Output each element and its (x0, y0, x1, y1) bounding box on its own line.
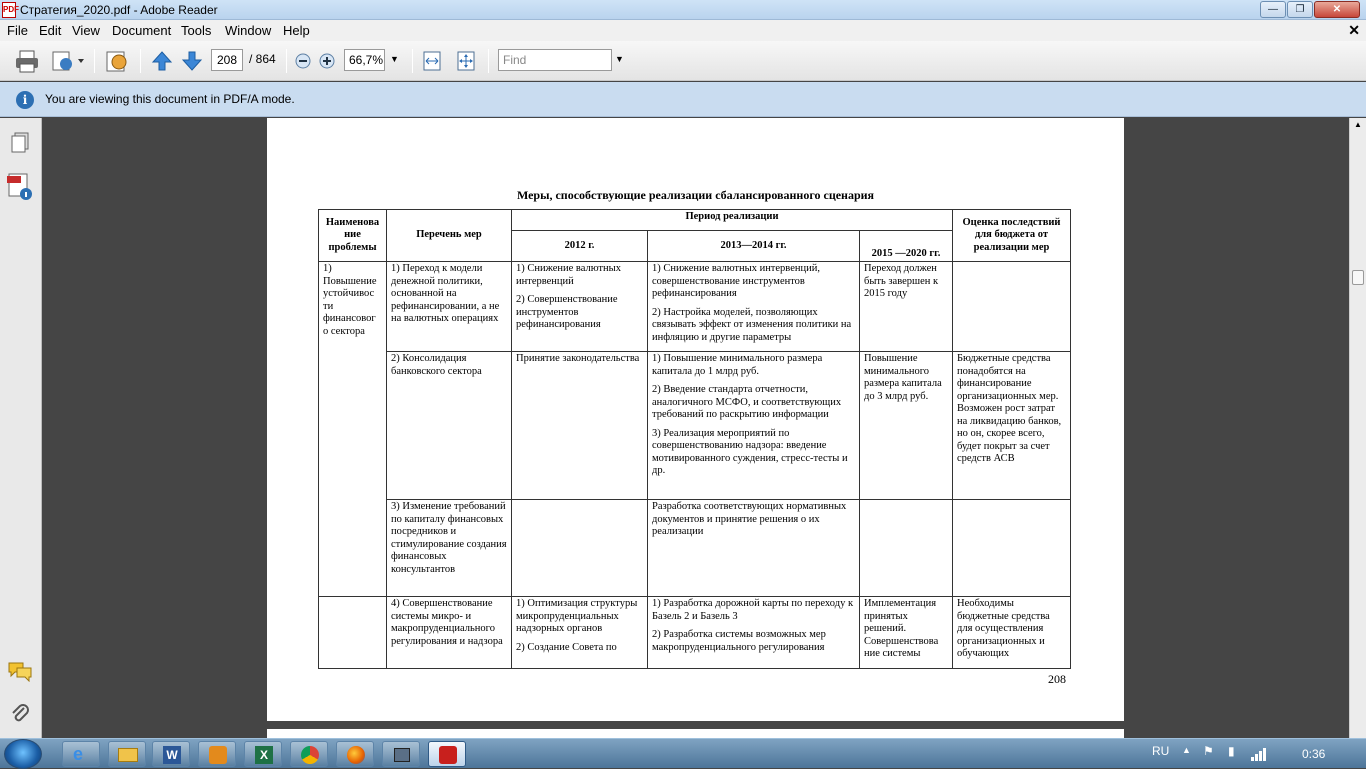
measure-cell: 2) Консолидация банковского сектора (387, 352, 512, 500)
fit-width-icon[interactable] (420, 49, 444, 73)
start-button[interactable] (4, 739, 42, 769)
header-problem: Наименова ние проблемы (319, 210, 387, 262)
menu-bar (0, 20, 1366, 41)
cell-budget: Бюджетные средства понадобятся на финансирование организационных мер. Возможен рост затрат на ликвидацию банков, но он, скорее всего, будет покрыт за счет средств АСВ (953, 352, 1071, 500)
toolbar (0, 41, 1366, 81)
word-taskbar-icon[interactable]: W (152, 741, 190, 767)
page-thumbnails-icon[interactable] (10, 132, 30, 154)
cell-2015-2020 (860, 500, 953, 597)
menu-edit[interactable]: Edit (39, 23, 62, 38)
table-row (319, 352, 1071, 500)
header-2012: 2012 г. (512, 231, 648, 262)
chrome-taskbar-icon[interactable] (290, 741, 328, 767)
attachments-icon[interactable] (9, 702, 31, 726)
header-2013-2014: 2013—2014 гг. (648, 231, 860, 262)
title-bar (0, 0, 1366, 20)
toolbar-separator (412, 49, 413, 73)
scroll-up-icon[interactable]: ▲ (1354, 120, 1362, 129)
pdf-page (267, 118, 1124, 721)
zoom-dropdown-icon[interactable]: ▼ (390, 54, 399, 64)
cell-budget (953, 500, 1071, 597)
menu-help[interactable]: Help (283, 23, 310, 38)
media-player-taskbar-icon[interactable] (198, 741, 236, 767)
cell-2012: 1) Оптимизация структуры микропруденциальных надзорных органов 2) Создание Совета по (512, 597, 648, 669)
close-document-icon[interactable]: ✕ (1348, 22, 1360, 38)
menu-view[interactable]: View (72, 23, 100, 38)
problem-cell: 1) Повышение устойчивос ти финансовог о сектора (319, 262, 387, 597)
pdfa-message: You are viewing this document in PDF/A mode. (45, 92, 295, 106)
cell-2012: Принятие законодательства (512, 352, 648, 500)
fit-page-icon[interactable] (454, 49, 478, 73)
comments-icon[interactable] (7, 660, 33, 682)
header-budget: Оценка последствий для бюджета от реализации мер (953, 210, 1071, 262)
explorer-taskbar-icon[interactable] (108, 741, 146, 767)
language-indicator[interactable]: RU (1152, 744, 1170, 758)
measure-cell: 4) Совершенствование системы микро- и макропруденциального регулирования и надзора (387, 597, 512, 669)
menu-document[interactable]: Document (112, 23, 172, 38)
menu-file[interactable]: File (7, 23, 28, 38)
table-row (319, 597, 1071, 669)
info-icon: i (16, 91, 34, 109)
header-2015-2020: 2015 —2020 гг. (860, 231, 953, 262)
network-signal-icon[interactable] (1250, 747, 1268, 761)
page-number-label: 208 (1048, 672, 1066, 686)
scroll-thumb[interactable] (1352, 270, 1364, 285)
cell-budget: Необходимы бюджетные средства для осуществления организационных и обучающих (953, 597, 1071, 669)
clock[interactable]: 0:36 (1302, 747, 1326, 761)
cell-2012 (512, 500, 648, 597)
find-dropdown-icon[interactable]: ▼ (615, 54, 624, 64)
header-period: Период реализации (512, 210, 953, 231)
table-header-row (319, 210, 1071, 231)
table-row (319, 500, 1071, 597)
cell-2013-2014: 1) Повышение минимального размера капитала до 1 млрд руб. 2) Введение стандарта отчетности, аналогичного МСФО, и соответствующих требований по раскрытию информации 3) Реализация мероприятий по совершенствованию надзора: введение мотивированного суждения, стресс-тесты и др. (648, 352, 860, 500)
document-properties-icon[interactable] (6, 172, 34, 202)
sign-icon[interactable] (104, 49, 130, 73)
menu-tools[interactable]: Tools (181, 23, 212, 38)
cell-2015-2020: Повышение минимального размера капитала до 3 млрд руб. (860, 352, 953, 500)
minimize-button[interactable]: — (1260, 1, 1286, 18)
tray-expand-icon[interactable]: ▲ (1182, 745, 1191, 755)
find-input[interactable]: Find (498, 49, 612, 71)
cell-2013-2014: 1) Разработка дорожной карты по переходу к Базель 2 и Базель 3 2) Разработка системы возможных мер макропруденциального регулирования (648, 597, 860, 669)
toolbar-separator (140, 49, 141, 73)
navigation-panel (0, 118, 42, 738)
zoom-level-input[interactable]: 66,7% (344, 49, 385, 71)
cell-budget (953, 262, 1071, 352)
ie-taskbar-icon[interactable]: e (62, 741, 100, 767)
toolbar-separator (94, 49, 95, 73)
toolbar-separator (286, 49, 287, 73)
page-total: / 864 (249, 52, 276, 66)
action-center-flag-icon[interactable]: ⚑ (1203, 744, 1214, 758)
windows-taskbar (0, 738, 1366, 768)
problem-cell (319, 597, 387, 669)
vertical-scrollbar[interactable] (1349, 118, 1366, 738)
app-taskbar-icon[interactable] (382, 741, 420, 767)
measure-cell: 3) Изменение требований по капиталу финансовых посредников и стимулирование создания финансовых консультантов (387, 500, 512, 597)
adobe-reader-icon: PDF (2, 2, 16, 18)
next-page-icon[interactable] (180, 49, 204, 73)
zoom-in-icon[interactable] (318, 49, 336, 73)
table-title: Меры, способствующие реализации сбалансированного сценария (516, 188, 875, 202)
firefox-taskbar-icon[interactable] (336, 741, 374, 767)
measures-table (318, 209, 1071, 669)
power-icon[interactable]: ▮ (1228, 744, 1235, 758)
zoom-out-icon[interactable] (294, 49, 312, 73)
print-icon[interactable] (14, 49, 40, 73)
menu-window[interactable]: Window (225, 23, 272, 38)
restore-button[interactable]: ❐ (1287, 1, 1313, 18)
cell-2015-2020: Переход должен быть завершен к 2015 году (860, 262, 953, 352)
adobe-reader-taskbar-icon[interactable] (428, 741, 466, 767)
excel-taskbar-icon[interactable]: X (244, 741, 282, 767)
close-button[interactable]: ✕ (1314, 1, 1360, 18)
previous-page-icon[interactable] (150, 49, 174, 73)
share-icon[interactable] (50, 49, 86, 73)
pdfa-info-bar (0, 82, 1366, 117)
window-title: Стратегия_2020.pdf - Adobe Reader (20, 3, 218, 17)
toolbar-separator (488, 49, 489, 73)
cell-2012: 1) Снижение валютных интервенций 2) Совершенствование инструментов рефинансирования (512, 262, 648, 352)
cell-2015-2020: Имплементация принятых решений. Совершенствова ние системы (860, 597, 953, 669)
table-row (319, 262, 1071, 352)
cell-2013-2014: Разработка соответствующих нормативных документов и принятие решения о их реализации (648, 500, 860, 597)
header-measures: Перечень мер (387, 210, 512, 262)
page-number-input[interactable]: 208 (211, 49, 243, 71)
cell-2013-2014: 1) Снижение валютных интервенций, совершенствование инструментов рефинансирования 2) Настройка моделей, позволяющих связывать эффект от изменения политики на инфляцию и другие параметры (648, 262, 860, 352)
measure-cell: 1) Переход к модели денежной политики, основанной на рефинансировании, а не на валютных операциях (387, 262, 512, 352)
